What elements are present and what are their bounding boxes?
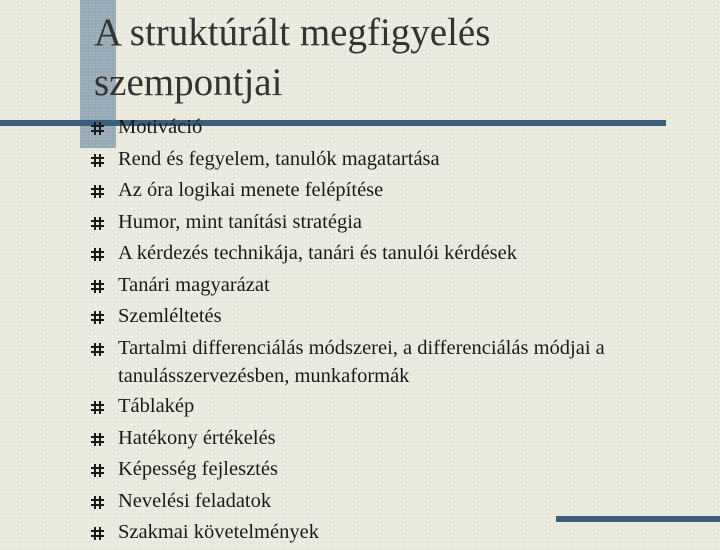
observation-criteria-list bbox=[88, 113, 708, 550]
list-item-text: Szakmai követelmények bbox=[118, 521, 319, 543]
list-item-text: Nevelési feladatok bbox=[118, 489, 272, 512]
list-item bbox=[88, 271, 708, 300]
hash-bullet-icon bbox=[91, 343, 104, 356]
hash-bullet-icon bbox=[91, 401, 104, 414]
list-item bbox=[88, 176, 708, 205]
list-item-text: Az óra logikai menete felépítése bbox=[118, 179, 384, 201]
list-item bbox=[88, 145, 708, 174]
list-item-text: Táblakép bbox=[118, 395, 195, 417]
list-item-text: Rend és fegyelem, tanulók magatartása bbox=[118, 147, 440, 170]
list-item-text: Motiváció bbox=[118, 116, 203, 138]
list-item bbox=[88, 113, 708, 142]
list-item-text: A kérdezés technikája, tanári és tanulói kérdések bbox=[118, 242, 518, 264]
hash-bullet-icon bbox=[91, 154, 104, 167]
list-item bbox=[88, 487, 708, 516]
list-item bbox=[88, 208, 708, 237]
list-item bbox=[88, 424, 708, 453]
hash-bullet-icon bbox=[91, 496, 104, 509]
list-item bbox=[88, 334, 708, 390]
hash-bullet-icon bbox=[91, 464, 104, 477]
slide-title-line-1: A struktúrált megfigyelés bbox=[94, 11, 491, 54]
list-item-text: Humor, mint tanítási stratégia bbox=[118, 210, 362, 233]
hash-bullet-icon bbox=[91, 248, 104, 261]
hash-bullet-icon bbox=[91, 433, 104, 446]
slide-title bbox=[94, 8, 694, 108]
hash-bullet-icon bbox=[91, 311, 104, 324]
slide-title-line-2: szempontjai bbox=[94, 61, 283, 104]
hash-bullet-icon bbox=[91, 527, 104, 540]
list-item bbox=[88, 518, 708, 547]
list-item bbox=[88, 302, 708, 331]
hash-bullet-icon bbox=[91, 280, 104, 293]
list-item-text: Képesség fejlesztés bbox=[118, 458, 278, 480]
list-item-text: Tanári magyarázat bbox=[118, 273, 270, 296]
hash-bullet-icon bbox=[91, 217, 104, 230]
hash-bullet-icon bbox=[91, 122, 104, 135]
list-item-text: Tartalmi differenciálás módszerei, a differenciálás módjai a tanulásszervezésben, munkaformák bbox=[118, 336, 605, 387]
list-item bbox=[88, 455, 708, 484]
list-item-text: Hatékony értékelés bbox=[118, 426, 276, 449]
list-item bbox=[88, 392, 708, 421]
hash-bullet-icon bbox=[91, 185, 104, 198]
list-item bbox=[88, 239, 708, 268]
list-item-text: Szemléltetés bbox=[118, 305, 222, 327]
